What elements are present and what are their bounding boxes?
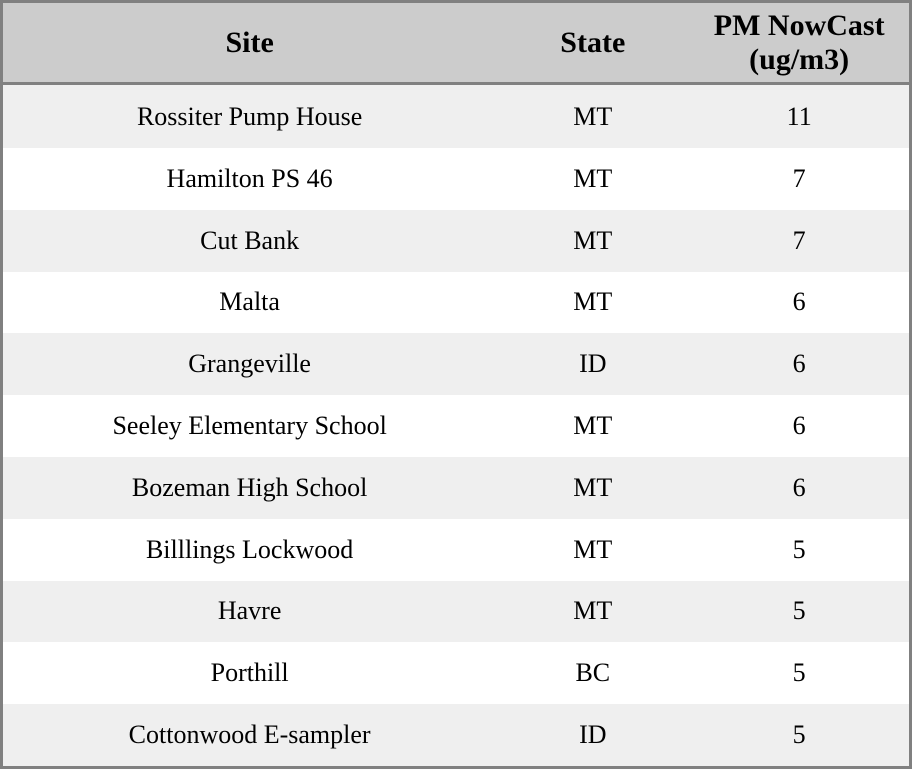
cell-pm-nowcast: 7: [792, 225, 806, 255]
table-header-row: [3, 3, 909, 84]
cell-site: Cottonwood E-sampler: [128, 720, 371, 750]
cell-pm-nowcast: 6: [792, 411, 806, 440]
table-row: [3, 333, 909, 395]
column-header-site: Site: [3, 3, 496, 84]
table-row: [3, 704, 909, 766]
cell-site: Cut Bank: [200, 225, 300, 255]
cell-pm-nowcast: 11: [786, 101, 812, 131]
cell-state: BC: [575, 658, 611, 688]
cell-pm-nowcast: 7: [792, 163, 806, 193]
cell-pm-nowcast: 5: [792, 658, 806, 688]
cell-state: MT: [573, 163, 613, 193]
cell-site: Bozeman High School: [131, 472, 368, 502]
table-row: [3, 581, 909, 643]
cell-site: Hamilton PS 46: [166, 163, 333, 193]
cell-site: Porthill: [210, 658, 289, 688]
cell-site: Seeley Elementary School: [112, 411, 387, 440]
cell-pm-nowcast: 6: [792, 472, 806, 502]
cell-pm-nowcast: 5: [792, 596, 806, 626]
cell-state: ID: [579, 349, 607, 379]
cell-pm-nowcast: 6: [792, 287, 806, 317]
table-row: [3, 395, 909, 457]
cell-pm-nowcast: 5: [792, 720, 806, 750]
cell-pm-nowcast: 5: [792, 534, 806, 564]
air-quality-table: [3, 3, 909, 766]
table-row: [3, 519, 909, 581]
cell-state: MT: [573, 411, 613, 440]
cell-state: MT: [573, 534, 613, 564]
column-header-state: State: [496, 3, 689, 84]
cell-site: Billlings Lockwood: [145, 534, 354, 564]
cell-site: Malta: [219, 287, 280, 317]
cell-state: MT: [573, 287, 613, 317]
table-header: [3, 3, 909, 84]
table-row: [3, 457, 909, 519]
table-row: [3, 148, 909, 210]
cell-state: MT: [573, 225, 613, 255]
cell-site: Grangeville: [188, 349, 311, 379]
table-row: [3, 272, 909, 334]
cell-state: MT: [573, 101, 613, 131]
cell-site: Rossiter Pump House: [136, 101, 363, 131]
table-row: [3, 642, 909, 704]
cell-state: MT: [573, 596, 613, 626]
cell-pm-nowcast: 6: [792, 349, 806, 379]
table-body: [3, 84, 909, 766]
table-row: [3, 84, 909, 148]
cell-site: Havre: [217, 596, 282, 626]
cell-state: ID: [579, 720, 607, 750]
column-header-pm-nowcast: PM NowCast (ug/m3): [689, 3, 909, 84]
table-row: [3, 210, 909, 272]
cell-state: MT: [573, 472, 613, 502]
